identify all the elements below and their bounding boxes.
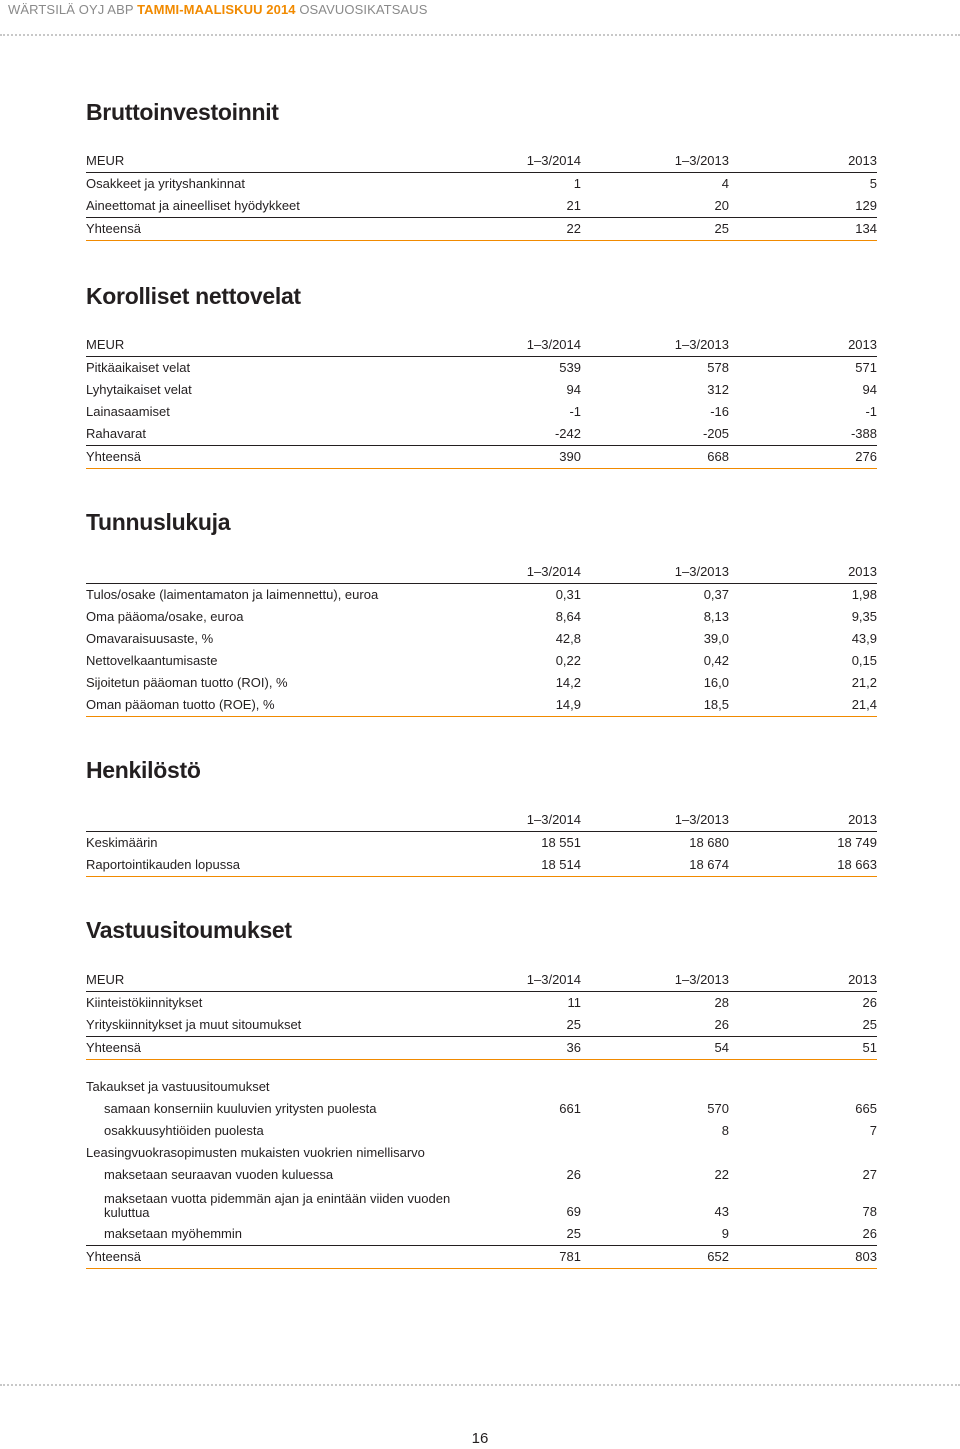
header-divider — [0, 34, 960, 36]
page-header — [8, 0, 428, 20]
cell-value: 11 — [567, 995, 581, 1010]
cell-value: 18 551 — [541, 835, 581, 850]
row-label: maksetaan seuraavan vuoden kuluessa — [104, 1167, 334, 1182]
table-header-row — [86, 969, 877, 992]
personnel-table — [86, 809, 877, 877]
cell-value: 134 — [729, 218, 877, 241]
table-header-row — [86, 561, 877, 584]
table-row — [86, 672, 877, 694]
table-header-row — [86, 334, 877, 357]
row-label: Sijoitetun pääoman tuotto (ROI), % — [86, 675, 288, 690]
column-header: 1–3/2014 — [477, 809, 581, 832]
grand-total-row — [86, 1246, 877, 1269]
table-row — [86, 606, 877, 628]
table-header-row — [86, 150, 877, 173]
cell-value: 25 — [581, 218, 729, 241]
table-row — [86, 1014, 877, 1037]
table-row — [86, 854, 877, 877]
column-header: 2013 — [729, 969, 877, 992]
column-header: 1–3/2014 — [477, 150, 581, 173]
total-row — [86, 446, 877, 469]
section-key-figures — [86, 507, 877, 717]
cell-value: 69 — [566, 1204, 581, 1219]
cell-value: 14,9 — [477, 694, 581, 717]
footer-divider — [0, 1384, 960, 1386]
cell-value: 94 — [566, 382, 581, 397]
cell-value: 9 — [721, 1226, 729, 1241]
row-label: Yhteensä — [86, 446, 477, 469]
section-title: Vastuusitoumukset — [86, 917, 292, 943]
row-label: Keskimäärin — [86, 835, 158, 850]
spacer-row — [86, 1060, 877, 1077]
cell-value: 8 — [721, 1123, 729, 1138]
commitments-table — [86, 969, 877, 1269]
guarantees-heading: Takaukset ja vastuusitoumukset — [86, 1079, 270, 1094]
column-header: 1–3/2013 — [581, 809, 729, 832]
column-header: 1–3/2014 — [477, 969, 581, 992]
cell-value: 18 680 — [689, 835, 729, 850]
table-row — [86, 195, 877, 218]
key-figures-table — [86, 561, 877, 717]
cell-value: 43 — [714, 1204, 729, 1219]
row-label: Kiinteistökiinnitykset — [86, 995, 203, 1010]
row-label: Pitkäaikaiset velat — [86, 360, 191, 375]
cell-value — [477, 1120, 581, 1142]
cell-value: 21,4 — [729, 694, 877, 717]
table-row — [86, 423, 877, 446]
cell-value: 25 — [566, 1017, 581, 1032]
gross-investments-table — [86, 150, 877, 241]
table-row — [86, 401, 877, 423]
header-period: TAMMI-MAALISKUU 2014 — [137, 2, 296, 17]
cell-value: 26 — [714, 1017, 729, 1032]
column-header: 2013 — [729, 150, 877, 173]
cell-value: 36 — [477, 1037, 581, 1060]
cell-value: 390 — [477, 446, 581, 469]
table-row — [86, 1164, 877, 1186]
cell-value: 0,15 — [851, 653, 877, 668]
cell-value: 21,2 — [851, 675, 877, 690]
cell-value: 9,35 — [851, 609, 877, 624]
cell-value: 25 — [862, 1017, 877, 1032]
section-gross-investments — [86, 97, 877, 241]
page-number: 16 — [471, 1430, 489, 1447]
row-label: osakkuusyhtiöiden puolesta — [104, 1123, 264, 1138]
column-header: 1–3/2013 — [581, 561, 729, 584]
cell-value: 18,5 — [581, 694, 729, 717]
subheading-row — [86, 1076, 877, 1098]
table-row — [86, 628, 877, 650]
cell-value: 661 — [559, 1101, 581, 1116]
row-label: Oman pääoman tuotto (ROE), % — [86, 694, 477, 717]
column-header: 2013 — [729, 809, 877, 832]
column-header: 2013 — [729, 561, 877, 584]
cell-value: 8,13 — [703, 609, 729, 624]
column-header: 1–3/2014 — [477, 561, 581, 584]
net-debt-table — [86, 334, 877, 469]
cell-value: 665 — [855, 1101, 877, 1116]
cell-value: 781 — [477, 1246, 581, 1269]
row-label: Lyhytaikaiset velat — [86, 382, 192, 397]
cell-value: 43,9 — [851, 631, 877, 646]
table-row — [86, 1120, 877, 1142]
cell-value: 18 663 — [729, 854, 877, 877]
cell-value: 570 — [707, 1101, 729, 1116]
cell-value: 1,98 — [851, 587, 877, 602]
cell-value: 5 — [869, 176, 877, 191]
cell-value: 94 — [862, 382, 877, 397]
table-row — [86, 694, 877, 717]
table-row — [86, 992, 877, 1015]
cell-value: 26 — [566, 1167, 581, 1182]
cell-value: 42,8 — [555, 631, 581, 646]
section-title: Henkilöstö — [86, 757, 201, 783]
cell-value: 51 — [729, 1037, 877, 1060]
cell-value: 652 — [581, 1246, 729, 1269]
cell-value: 571 — [855, 360, 877, 375]
cell-value: -1 — [569, 404, 581, 419]
column-header: 2013 — [729, 334, 877, 357]
column-header — [86, 561, 477, 584]
section-title: Tunnuslukuja — [86, 509, 231, 535]
table-row — [86, 1186, 877, 1223]
table-row — [86, 1223, 877, 1246]
cell-value: -242 — [554, 426, 581, 441]
section-personnel — [86, 755, 877, 877]
cell-value: 578 — [707, 360, 729, 375]
row-label: Yhteensä — [86, 218, 477, 241]
table-row — [86, 379, 877, 401]
cell-value: 25 — [566, 1226, 581, 1241]
leases-heading: Leasingvuokrasopimusten mukaisten vuokrien nimellisarvo — [86, 1145, 425, 1160]
cell-value: 16,0 — [703, 675, 729, 690]
cell-value: 78 — [862, 1204, 877, 1219]
row-label: Yhteensä — [86, 1037, 477, 1060]
cell-value: 4 — [721, 176, 729, 191]
row-label: Yhteensä — [86, 1246, 477, 1269]
cell-value: 312 — [707, 382, 729, 397]
row-label: Aineettomat ja aineelliset hyödykkeet — [86, 198, 300, 213]
header-company: WÄRTSILÄ OYJ ABP — [8, 2, 134, 17]
cell-value: 276 — [729, 446, 877, 469]
column-header: 1–3/2013 — [581, 334, 729, 357]
row-label: Lainasaamiset — [86, 404, 170, 419]
cell-value: 18 749 — [837, 835, 877, 850]
cell-value: 0,42 — [703, 653, 729, 668]
section-title: Bruttoinvestoinnit — [86, 99, 279, 125]
cell-value: 26 — [862, 1226, 877, 1241]
total-row — [86, 1037, 877, 1060]
cell-value: 21 — [566, 198, 581, 213]
table-row — [86, 357, 877, 380]
cell-value: 129 — [855, 198, 877, 213]
cell-value: 22 — [477, 218, 581, 241]
cell-value: 14,2 — [555, 675, 581, 690]
row-label: maksetaan myöhemmin — [104, 1226, 242, 1241]
row-label: Rahavarat — [86, 426, 146, 441]
cell-value: 803 — [729, 1246, 877, 1269]
cell-value: 54 — [581, 1037, 729, 1060]
cell-value: -1 — [865, 404, 877, 419]
cell-value: -388 — [850, 426, 877, 441]
column-header: MEUR — [86, 150, 477, 173]
subheading-row — [86, 1142, 877, 1164]
cell-value: -205 — [702, 426, 729, 441]
cell-value: 18 514 — [477, 854, 581, 877]
cell-value: 0,22 — [555, 653, 581, 668]
total-row — [86, 218, 877, 241]
cell-value: 20 — [714, 198, 729, 213]
section-title: Korolliset nettovelat — [86, 283, 301, 309]
cell-value: 7 — [869, 1123, 877, 1138]
section-net-debt — [86, 281, 877, 469]
column-header: 1–3/2013 — [581, 969, 729, 992]
row-label: maksetaan vuotta pidemmän ajan ja enintään viiden vuoden kuluttua — [104, 1191, 451, 1220]
row-label: Nettovelkaantumisaste — [86, 653, 218, 668]
column-header: 1–3/2014 — [477, 334, 581, 357]
cell-value: -16 — [710, 404, 729, 419]
column-header: MEUR — [86, 969, 477, 992]
cell-value: 27 — [862, 1167, 877, 1182]
column-header: 1–3/2013 — [581, 150, 729, 173]
row-label: Tulos/osake (laimentamaton ja laimennettu), euroa — [86, 587, 379, 602]
row-label: Raportointikauden lopussa — [86, 854, 477, 877]
row-label: samaan konserniin kuuluvien yritysten puolesta — [104, 1101, 377, 1116]
row-label: Oma pääoma/osake, euroa — [86, 609, 244, 624]
cell-value: 22 — [714, 1167, 729, 1182]
table-header-row — [86, 809, 877, 832]
cell-value: 28 — [714, 995, 729, 1010]
cell-value: 0,31 — [555, 587, 581, 602]
header-report: OSAVUOSIKATSAUS — [299, 2, 428, 17]
table-row — [86, 650, 877, 672]
column-header — [86, 809, 477, 832]
row-label: Yrityskiinnitykset ja muut sitoumukset — [86, 1017, 302, 1032]
cell-value: 668 — [581, 446, 729, 469]
section-commitments — [86, 915, 877, 1269]
table-row — [86, 832, 877, 855]
table-row — [86, 1098, 877, 1120]
cell-value: 539 — [559, 360, 581, 375]
table-row — [86, 173, 877, 196]
cell-value: 26 — [862, 995, 877, 1010]
cell-value: 0,37 — [703, 587, 729, 602]
cell-value: 18 674 — [581, 854, 729, 877]
column-header: MEUR — [86, 334, 477, 357]
cell-value: 39,0 — [703, 631, 729, 646]
row-label: Osakkeet ja yrityshankinnat — [86, 176, 245, 191]
row-label: Omavaraisuusaste, % — [86, 631, 214, 646]
table-row — [86, 584, 877, 607]
cell-value: 1 — [573, 176, 581, 191]
cell-value: 8,64 — [555, 609, 581, 624]
